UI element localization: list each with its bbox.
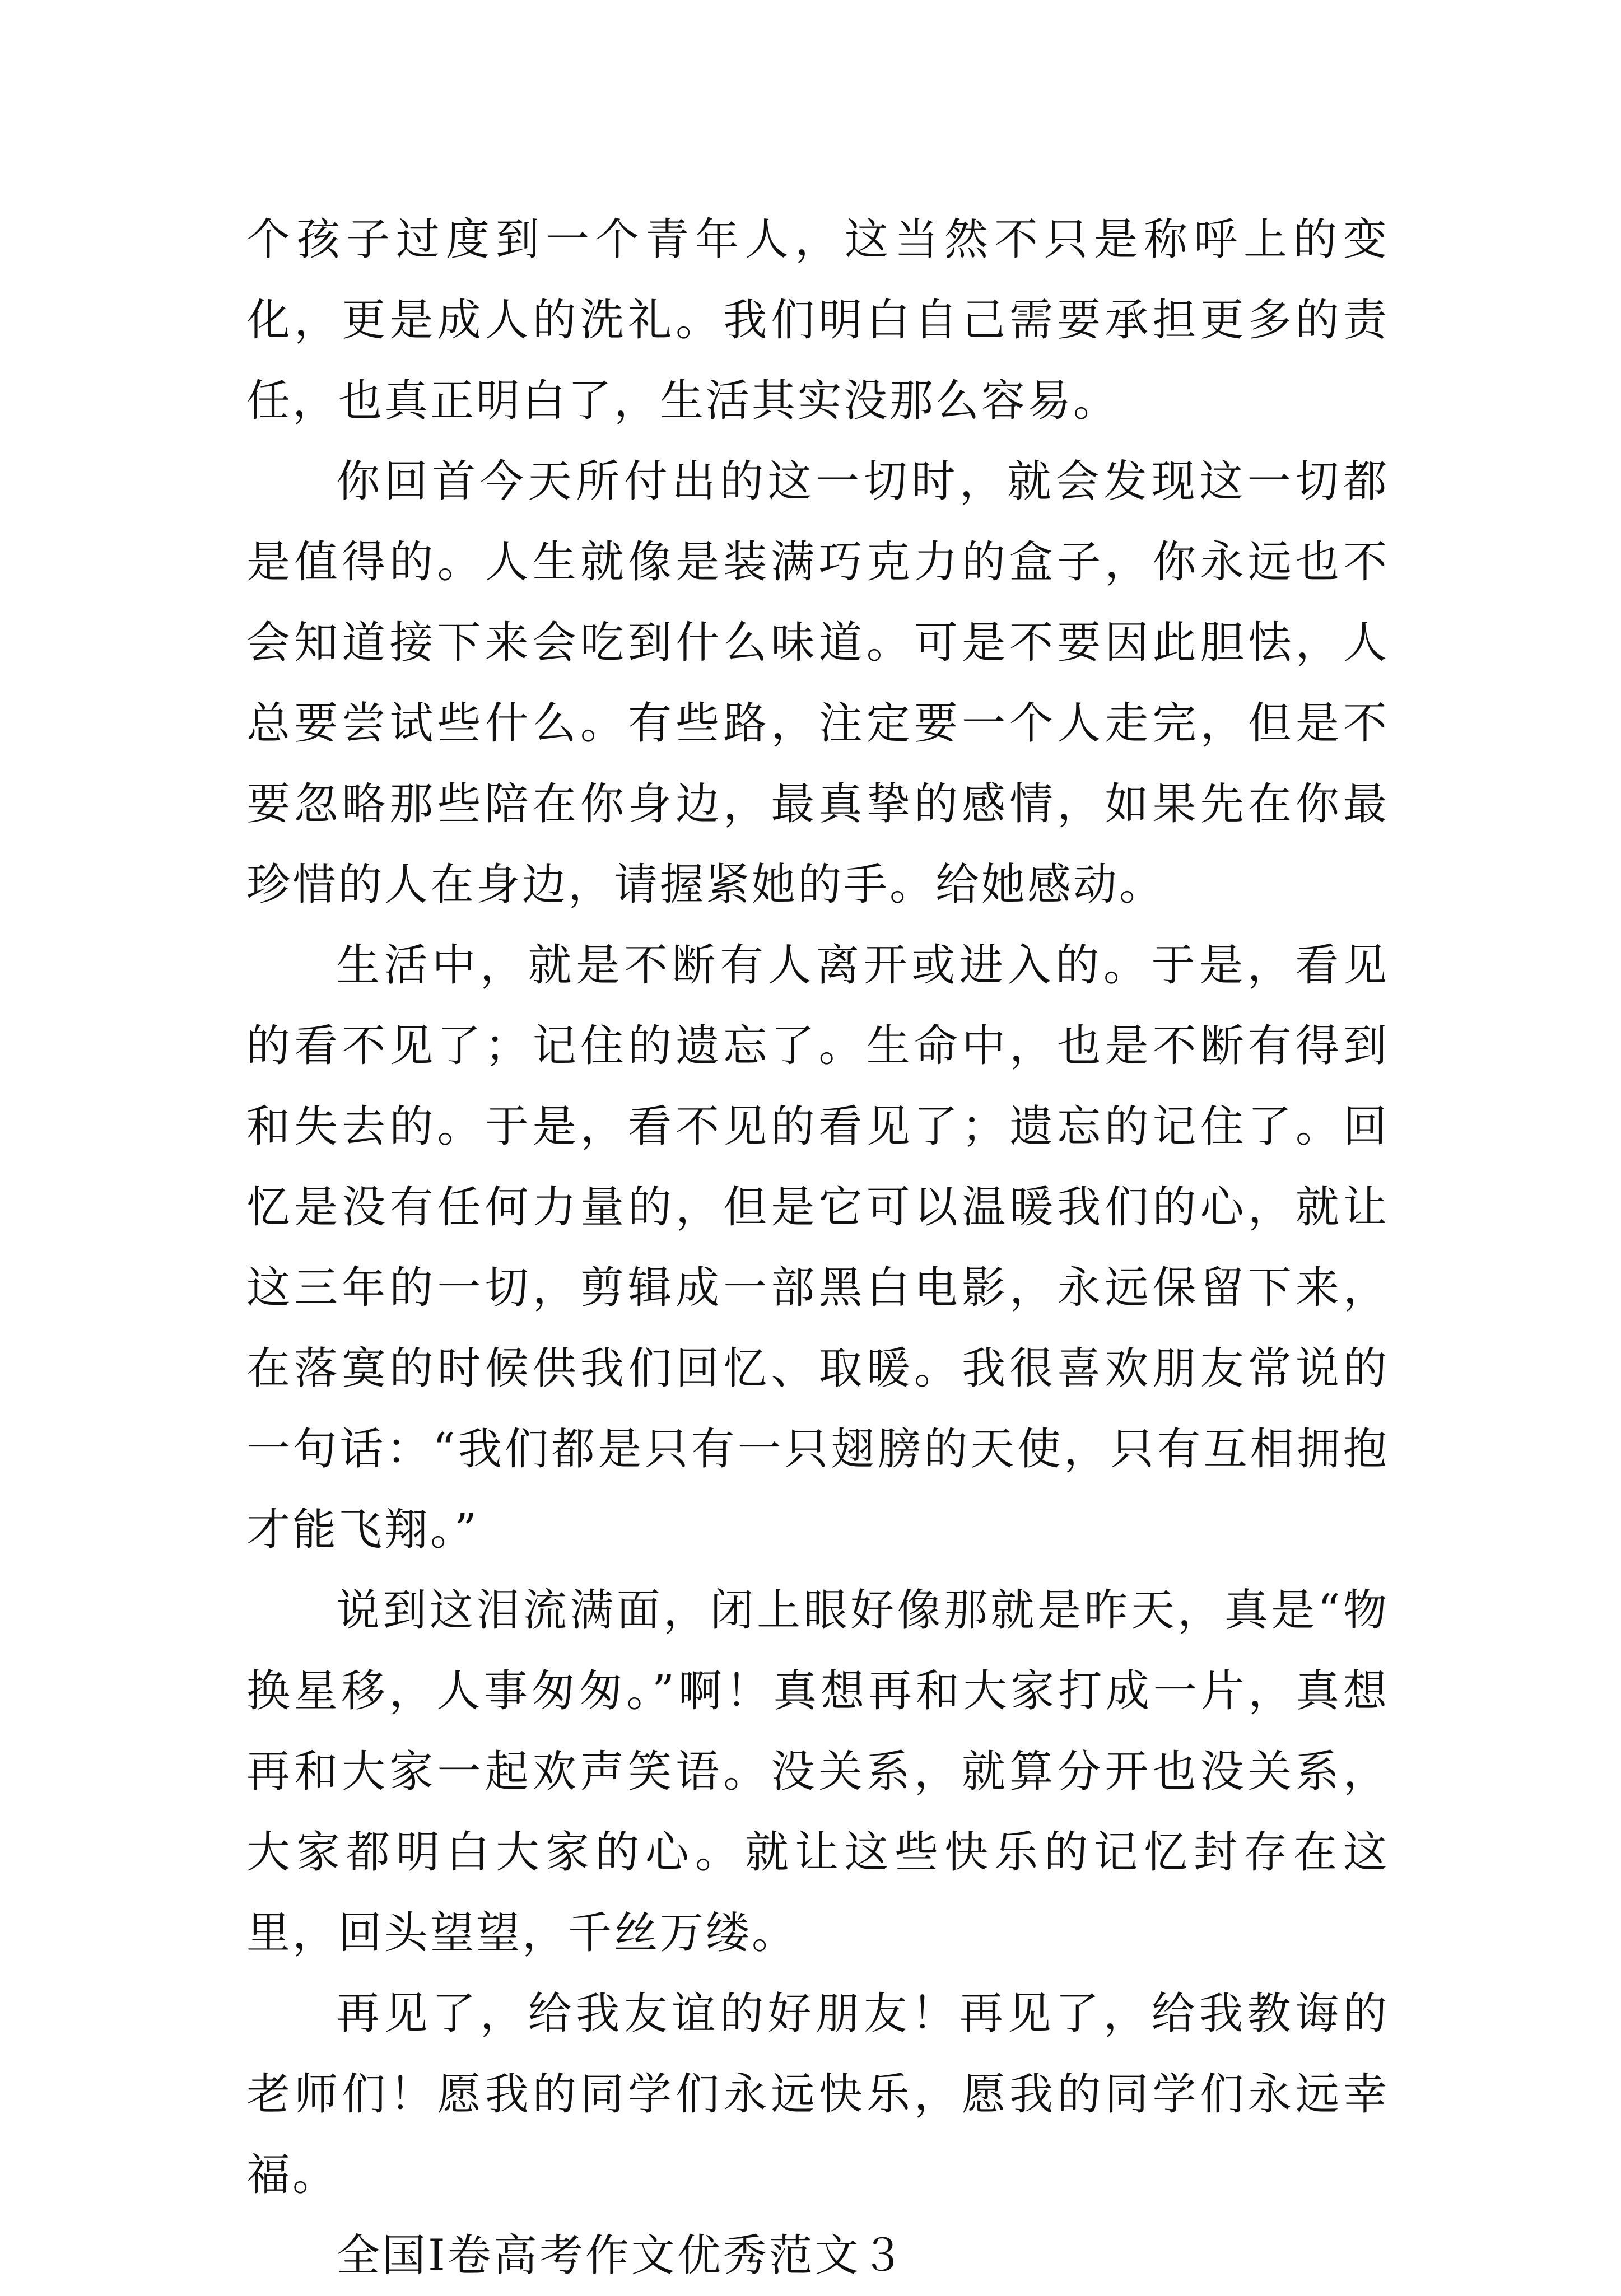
paragraph: 你回首今天所付出的这一切时，就会发现这一切都是值得的。人生就像是装满巧克力的盒子，你永远也不会知道接下来会吃到什么味道。可是不要因此胆怯，人总要尝试些什么。有些路，注定要一个人走完，但是不要忽略那些陪在你身边，最真挚的感情，如果先在你最珍惜的人在身边，请握紧她的手。给她感动。 [246, 456, 1389, 910]
paragraph-continued: 个孩子过度到一个青年人，这当然不只是称呼上的变化，更是成人的洗礼。我们明白自己需要承担更多的责任，也真正明白了，生活其实没那么容易。 [246, 214, 1389, 426]
paragraph: 说到这泪流满面，闭上眼好像那就是昨天，真是“物换星移，人事匆匆。”啊！真想再和大家打成一片，真想再和大家一起欢声笑语。没关系，就算分开也没关系，大家都明白大家的心。就让这些快乐的记忆封存在这里，回头望望，千丝万缕。 [246, 1585, 1389, 1958]
paragraph: 再见了，给我友谊的好朋友！再见了，给我教诲的老师们！愿我的同学们永远快乐，愿我的同学们永远幸福。 [246, 1989, 1389, 2200]
document-body [246, 199, 1389, 2296]
section-heading: 全国Ⅰ卷高考作文优秀范文３ [336, 2230, 907, 2281]
paragraph: 生活中，就是不断有人离开或进入的。于是，看见的看不见了；记住的遗忘了。生命中，也是不断有得到和失去的。于是，看不见的看见了；遗忘的记住了。回忆是没有任何力量的，但是它可以温暖我们的心，就让这三年的一切，剪辑成一部黑白电影，永远保留下来，在落寞的时候供我们回忆、取暖。我很喜欢朋友常说的一句话：“我们都是只有一只翅膀的天使，只有互相拥抱才能飞翔。” [246, 940, 1389, 1555]
